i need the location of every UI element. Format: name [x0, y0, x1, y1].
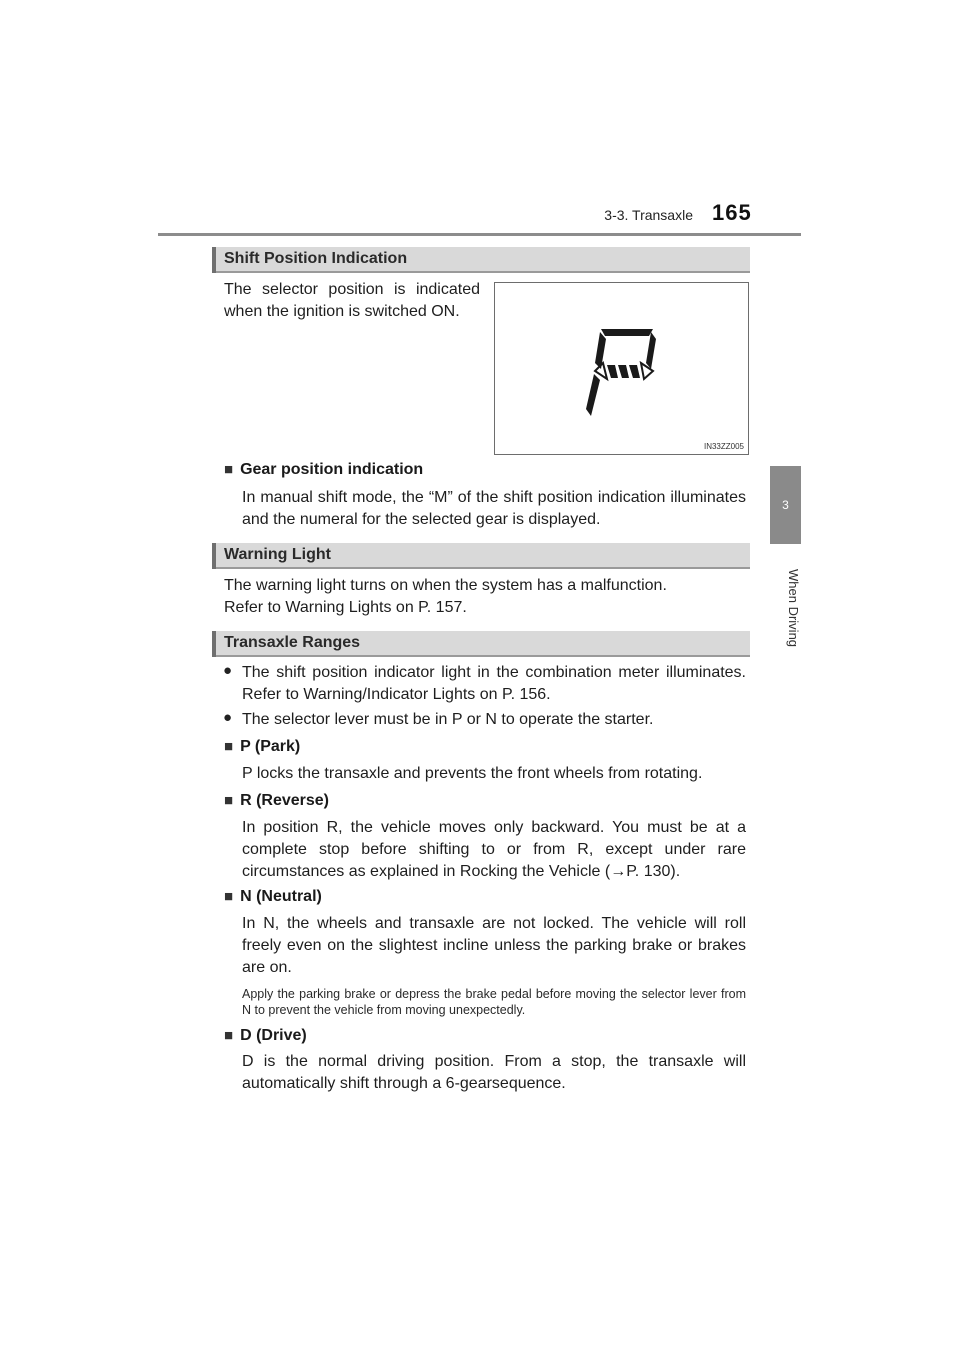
section-heading-warning-light — [212, 543, 750, 569]
square-bullet-icon: ■ — [224, 738, 234, 755]
shift-position-p-display-icon — [495, 283, 748, 454]
drive-text: D is the normal driving position. From a stop, the transaxle will automatically shift through a 6-gearsequence. — [242, 1053, 746, 1092]
section-heading-text: Warning Light — [224, 546, 331, 563]
square-bullet-icon: ■ — [224, 888, 234, 905]
square-bullet-icon: ■ — [224, 1027, 234, 1044]
park-heading-text: P (Park) — [240, 738, 301, 755]
section-heading-text: Shift Position Indication — [224, 250, 408, 267]
section-heading-shift-position — [212, 247, 750, 273]
header-section-title: 3-3. Transaxle — [604, 207, 693, 223]
reverse-heading-text: R (Reverse) — [240, 792, 329, 809]
circle-bullet-icon: ● — [223, 662, 233, 679]
drive-heading-text: D (Drive) — [240, 1027, 307, 1044]
reverse-heading — [224, 792, 329, 810]
neutral-text: In N, the wheels and transaxle are not locked. The vehicle will roll freely even on the slightest incline unless the parking brake or brakes are on. — [242, 915, 746, 976]
figure-code: IN33ZZ005 — [703, 442, 744, 451]
square-bullet-icon: ■ — [224, 461, 234, 478]
reverse-text: In position R, the vehicle moves only backward. You must be at a complete stop before shifting to or from R, except under rare circumstances as explained in Rocking the Vehicle (→P. 130). — [242, 819, 746, 880]
chapter-tab — [770, 466, 801, 544]
warning-light-ref: Refer to Warning Lights on P. 157. — [224, 599, 467, 616]
square-bullet-icon: ■ — [224, 792, 234, 809]
page-number: 165 — [712, 200, 752, 225]
neutral-heading-text: N (Neutral) — [240, 888, 322, 905]
neutral-heading — [224, 888, 322, 906]
range-bullet-2: The selector lever must be in P or N to operate the starter. — [242, 711, 654, 728]
chapter-title: When Driving — [786, 568, 801, 648]
warning-light-text: The warning light turns on when the system has a malfunction. — [224, 577, 667, 594]
section-heading-transaxle-ranges — [212, 631, 750, 657]
header-rule — [158, 233, 801, 236]
shift-position-intro: The selector position is indicated when the ignition is switched ON. — [224, 281, 480, 320]
park-heading — [224, 738, 300, 756]
circle-bullet-icon: ● — [223, 709, 233, 726]
park-text: P locks the transaxle and prevents the front wheels from rotating. — [242, 765, 703, 782]
gear-position-heading-text: Gear position indication — [240, 461, 424, 478]
neutral-note: Apply the parking brake or depress the brake pedal before moving the selector lever from N to prevent the vehicle from moving unexpectedly. — [242, 987, 746, 1017]
range-bullet-1: The shift position indicator light in the combination meter illuminates. Refer to Warning/Indicator Lights on P. 156. — [242, 664, 746, 703]
chapter-number: 3 — [782, 498, 789, 512]
gear-position-text: In manual shift mode, the “M” of the shift position indication illuminates and the numeral for the selected gear is displayed. — [242, 489, 746, 528]
shift-indicator-figure — [494, 282, 749, 455]
drive-heading — [224, 1027, 307, 1045]
section-heading-text: Transaxle Ranges — [224, 634, 361, 651]
gear-position-heading — [224, 461, 423, 479]
